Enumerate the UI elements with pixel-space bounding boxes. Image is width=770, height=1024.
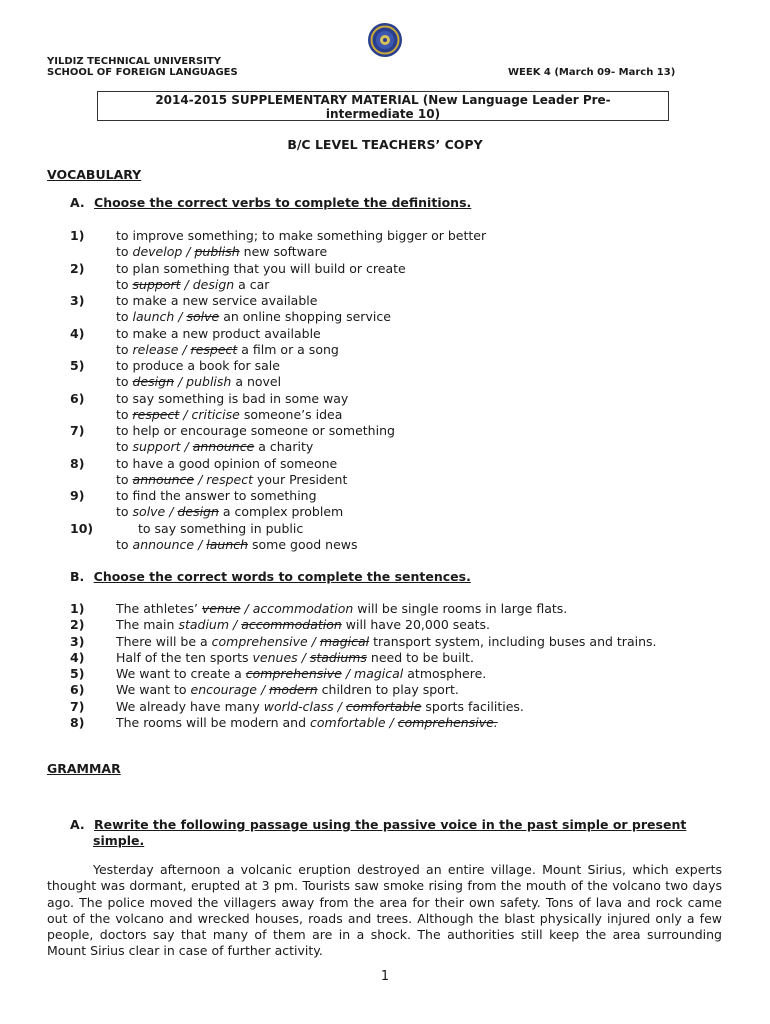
sentence-text xyxy=(116,682,459,698)
line-prefix: The main xyxy=(116,617,179,633)
item-number: 9) xyxy=(70,488,85,503)
item-number: 6) xyxy=(70,390,85,406)
sentence-item xyxy=(70,601,730,617)
choice-separator: / xyxy=(256,682,270,698)
line-suffix: will have 20,000 seats. xyxy=(341,617,490,633)
wrong-choice: solve xyxy=(186,309,220,325)
line-suffix: an online shopping service xyxy=(219,309,391,325)
sentence-item xyxy=(70,634,730,650)
item-number: 4) xyxy=(70,649,85,665)
correct-choice: launch xyxy=(132,309,175,325)
definition-text: to improve something; to make something bigger or better xyxy=(116,228,487,243)
choice-separator: / xyxy=(297,649,310,665)
line-suffix: new software xyxy=(239,244,328,260)
line-prefix: to xyxy=(116,406,133,422)
definition-item xyxy=(70,488,730,504)
item-number: 7) xyxy=(70,423,85,438)
correct-choice: accommodation xyxy=(252,601,354,616)
instruction-line-2: simple. xyxy=(93,833,145,848)
definition-text: to plan something that you will build or create xyxy=(116,260,406,276)
line-suffix: a film or a song xyxy=(237,341,339,357)
sentence-text xyxy=(116,715,498,731)
passage-text: Yesterday afternoon a volcanic eruption destroyed an entire village. Mount Sirius, which experts thought was dormant, erupted at 3 pm. Tourists saw smoke rising from the mouth of the volcano two days ago. The police moved the villagers away from the area for their own safety. Tons of lava and rock came out of the volcano and wrecked houses, roads and trees. Although the blast physically injured only a few people, doctors say that many of them are in a shock. The authorities still keep the area surrounding Mount Sirius clear in case of further activity. xyxy=(47,862,722,959)
choice-separator: / xyxy=(180,276,193,292)
correct-choice: comprehensive xyxy=(211,633,308,649)
correct-choice: respect xyxy=(206,471,254,487)
school-name: SCHOOL OF FOREIGN LANGUAGES xyxy=(47,67,238,78)
item-number: 2) xyxy=(70,617,85,633)
choice-text xyxy=(116,407,342,423)
wrong-choice: comprehensive xyxy=(245,666,342,681)
part-letter: B. xyxy=(70,569,85,584)
title-box xyxy=(97,91,669,121)
wrong-choice: modern xyxy=(269,682,318,698)
line-suffix: a car xyxy=(234,276,270,292)
definition-text: to say something in public xyxy=(138,520,304,536)
choice-separator: / xyxy=(229,617,242,633)
line-suffix: will be single rooms in large flats. xyxy=(353,601,568,616)
choice-separator: / xyxy=(240,601,253,616)
choice-text xyxy=(116,374,281,390)
correct-choice: stadium xyxy=(178,617,230,633)
line-prefix: to xyxy=(116,374,133,390)
choice-separator: / xyxy=(194,471,207,487)
choice-line xyxy=(70,244,730,260)
choice-line xyxy=(70,342,730,358)
line-suffix: a complex problem xyxy=(218,504,344,520)
line-suffix: a charity xyxy=(254,439,314,455)
title-line-1: 2014-2015 SUPPLEMENTARY MATERIAL (New Language Leader Pre- xyxy=(155,93,611,107)
instruction-text: Choose the correct verbs to complete the definitions. xyxy=(94,195,472,210)
line-prefix: There will be a xyxy=(116,633,212,649)
choice-text xyxy=(116,309,391,325)
item-number: 1) xyxy=(70,228,85,243)
line-prefix: to xyxy=(116,471,133,487)
choice-separator: / xyxy=(307,633,320,649)
part-letter: A. xyxy=(70,817,85,832)
page-number: 1 xyxy=(380,969,390,984)
choice-text xyxy=(116,504,343,520)
vocab-part-a-instruction xyxy=(70,195,471,210)
grammar-part-a-instruction xyxy=(70,817,722,849)
choice-line xyxy=(70,374,730,390)
sentence-item xyxy=(70,650,730,666)
line-prefix: We want to xyxy=(116,682,191,698)
choice-separator: / xyxy=(179,406,192,422)
definition-item xyxy=(70,293,730,309)
university-name: YILDIZ TECHNICAL UNIVERSITY xyxy=(47,56,221,67)
choice-text xyxy=(116,277,269,293)
item-number: 8) xyxy=(70,455,85,471)
item-number: 7) xyxy=(70,698,85,714)
item-number: 4) xyxy=(70,325,85,341)
choice-separator: / xyxy=(385,714,398,730)
choice-text xyxy=(116,439,313,455)
wrong-choice: comfortable xyxy=(345,698,422,714)
wrong-choice: accommodation xyxy=(241,617,342,633)
line-suffix: sports facilities. xyxy=(421,698,524,714)
part-letter: A. xyxy=(70,195,85,210)
wrong-choice: comprehensive. xyxy=(397,714,498,730)
wrong-choice: respect xyxy=(190,341,238,357)
definition-text: to help or encourage someone or something xyxy=(116,423,395,438)
correct-choice: world-class xyxy=(263,698,334,714)
title-line-2: intermediate 10) xyxy=(325,107,441,121)
line-prefix: Half of the ten sports xyxy=(116,649,253,665)
definition-item xyxy=(70,521,730,537)
choice-separator: / xyxy=(174,309,187,325)
choice-line xyxy=(70,439,730,455)
definition-item xyxy=(70,326,730,342)
sentence-item xyxy=(70,682,730,698)
choice-separator: / xyxy=(165,504,178,520)
correct-choice: release xyxy=(132,341,179,357)
choice-text xyxy=(116,472,347,488)
choice-line xyxy=(70,277,730,293)
line-suffix: someone’s idea xyxy=(239,406,343,422)
choice-separator: / xyxy=(182,244,195,260)
choice-text xyxy=(116,537,358,553)
line-prefix: The athletes’ xyxy=(116,601,202,616)
sentence-text xyxy=(116,666,486,682)
line-suffix: a novel xyxy=(231,374,282,390)
line-suffix: atmosphere. xyxy=(403,666,487,681)
choice-line xyxy=(70,537,730,553)
choice-separator: / xyxy=(194,536,207,552)
line-prefix: to xyxy=(116,276,133,292)
definition-text: to make a new product available xyxy=(116,325,321,341)
definition-text: to have a good opinion of someone xyxy=(116,455,338,471)
correct-choice: comfortable xyxy=(310,714,386,730)
line-prefix: to xyxy=(116,309,133,325)
sentence-text xyxy=(116,650,474,666)
item-number: 8) xyxy=(70,714,85,730)
item-number: 2) xyxy=(70,260,85,276)
wrong-choice: design xyxy=(177,504,219,520)
grammar-heading: GRAMMAR xyxy=(47,761,121,776)
item-number: 10) xyxy=(70,520,94,536)
sentence-item xyxy=(70,699,730,715)
definition-text: to produce a book for sale xyxy=(116,358,280,373)
vocab-part-a-list xyxy=(70,228,730,553)
vocabulary-heading: VOCABULARY xyxy=(47,167,142,182)
sentence-item xyxy=(70,617,730,633)
line-prefix: to xyxy=(116,341,133,357)
university-seal-icon xyxy=(367,22,403,58)
choice-line xyxy=(70,504,730,520)
definition-item xyxy=(70,228,730,244)
sentence-text xyxy=(116,617,490,633)
wrong-choice: publish xyxy=(194,244,240,260)
week-label: WEEK 4 (March 09- March 13) xyxy=(508,67,676,78)
sentence-item xyxy=(70,715,730,731)
definition-item xyxy=(70,261,730,277)
correct-choice: publish xyxy=(186,374,232,390)
choice-line xyxy=(70,309,730,325)
wrong-choice: venue xyxy=(201,601,241,616)
correct-choice: announce xyxy=(132,536,195,552)
sentence-text xyxy=(116,634,657,650)
instruction-text: Choose the correct words to complete the sentences. xyxy=(93,569,471,584)
choice-text xyxy=(116,244,327,260)
choice-separator: / xyxy=(341,666,355,681)
item-number: 1) xyxy=(70,601,85,616)
sentence-item xyxy=(70,666,730,682)
wrong-choice: magical xyxy=(319,633,370,649)
choice-line xyxy=(70,407,730,423)
correct-choice: develop xyxy=(132,244,183,260)
line-prefix: to xyxy=(116,536,133,552)
correct-choice: criticise xyxy=(191,406,240,422)
correct-choice: design xyxy=(192,276,235,292)
choice-separator: / xyxy=(333,698,346,714)
wrong-choice: stadiums xyxy=(309,649,367,665)
line-suffix: need to be built. xyxy=(366,649,474,665)
line-prefix: to xyxy=(116,244,133,260)
sentence-text xyxy=(116,699,524,715)
item-number: 5) xyxy=(70,666,85,681)
correct-choice: magical xyxy=(354,666,404,681)
choice-text xyxy=(116,342,339,358)
item-number: 6) xyxy=(70,682,85,698)
choice-separator: / xyxy=(178,341,191,357)
definition-text: to make a new service available xyxy=(116,293,318,308)
line-prefix: We already have many xyxy=(116,698,264,714)
line-suffix: children to play sport. xyxy=(317,682,459,698)
wrong-choice: support xyxy=(132,276,181,292)
correct-choice: solve xyxy=(132,504,166,520)
line-prefix: We want to create a xyxy=(116,666,246,681)
definition-text: to find the answer to something xyxy=(116,488,317,503)
line-suffix: transport system, including buses and trains. xyxy=(369,633,657,649)
copy-label: B/C LEVEL TEACHERS’ COPY xyxy=(287,137,483,152)
definition-item xyxy=(70,391,730,407)
wrong-choice: launch xyxy=(206,536,249,552)
definition-item xyxy=(70,358,730,374)
line-prefix: to xyxy=(116,439,133,455)
wrong-choice: respect xyxy=(132,406,180,422)
line-suffix: some good news xyxy=(248,536,358,552)
choice-separator: / xyxy=(180,439,193,455)
instruction-line-1: Rewrite the following passage using the passive voice in the past simple or present xyxy=(94,817,687,832)
vocab-part-b-list xyxy=(70,601,730,731)
item-number: 3) xyxy=(70,293,85,308)
correct-choice: venues xyxy=(252,649,298,665)
definition-item xyxy=(70,456,730,472)
definition-text: to say something is bad in some way xyxy=(116,390,349,406)
correct-choice: support xyxy=(132,439,181,455)
sentence-text xyxy=(116,601,567,617)
line-prefix: The rooms will be modern and xyxy=(116,714,311,730)
choice-line xyxy=(70,472,730,488)
choice-separator: / xyxy=(174,374,187,390)
item-number: 5) xyxy=(70,358,85,373)
wrong-choice: announce xyxy=(192,439,255,455)
definition-item xyxy=(70,423,730,439)
correct-choice: encourage xyxy=(190,682,257,698)
vocab-part-b-instruction xyxy=(70,569,471,584)
line-suffix: your President xyxy=(253,471,348,487)
wrong-choice: design xyxy=(132,374,174,390)
wrong-choice: announce xyxy=(132,471,195,487)
item-number: 3) xyxy=(70,633,85,649)
line-prefix: to xyxy=(116,504,133,520)
